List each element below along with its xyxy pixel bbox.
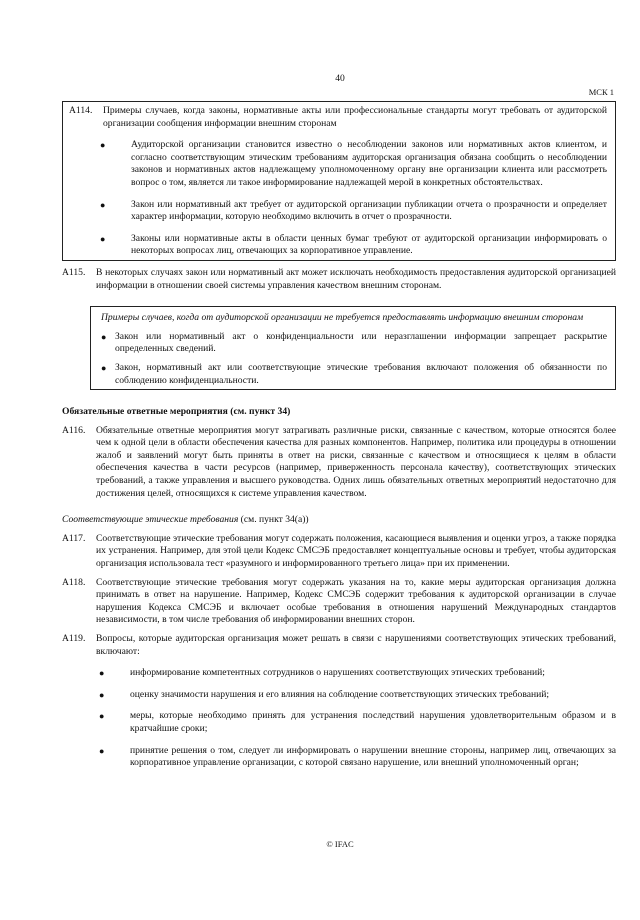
bullet-icon: ●	[99, 745, 105, 756]
paragraph-text: Соответствующие этические требования могут содержать указания на то, какие меры аудиторская организация должна принимать в ответ на нарушение. Например, Кодекс СМСЭБ содержит требования к аудиторской организации в случае нарушения Кодекса СМСЭБ и включает особые требования в отношения нарушений Международных стандартов независимости, в том числе требования об информировании внешних сторон.	[96, 576, 616, 626]
bullet-icon: ●	[99, 689, 105, 700]
example-box	[90, 306, 616, 390]
list-item: ● информирование компетентных сотрудников о нарушениях соответствующих этических требований;	[96, 667, 616, 680]
a114-bullet-list	[63, 139, 607, 258]
paragraph-a119	[62, 633, 616, 658]
a114-box	[62, 101, 616, 261]
paragraph-a114	[63, 105, 607, 130]
paragraph-label: A118.	[62, 576, 86, 588]
list-item: ● Аудиторской организации становится известно о несоблюдении законов или нормативных актов клиентом, и согласно соответствующим этическим требованиям аудиторская организация обязана сообщить о несоблюдении законов и нормативных актов надлежащему уполномоченному органу вне организации клиента или рассмотреть вопрос о том, является ли такое информирование надлежащей мерой в конкретных обстоятельствах.	[97, 139, 607, 189]
bullet-icon: ●	[101, 331, 107, 342]
page-number: 40	[335, 73, 345, 84]
paragraph-label: A116.	[62, 424, 86, 436]
paragraph-a117	[62, 533, 616, 571]
bullet-icon: ●	[100, 140, 106, 151]
subheading-italic: Соответствующие этические требования	[62, 514, 239, 526]
paragraph-a116	[62, 425, 616, 501]
page-content	[62, 101, 616, 770]
document-code: МСК 1	[588, 87, 614, 97]
list-item: ● Закон или нормативный акт о конфиденциальности или неразглашении информации запрещает раскрытие определенных сведений.	[101, 330, 607, 355]
example-box-title: Примеры случаев, когда от аудиторской организации не требуется предоставлять информацию внешним сторонам	[101, 312, 584, 324]
paragraph-label: A115.	[62, 266, 86, 278]
section-heading: Обязательные ответные мероприятия (см. пункт 34)	[62, 406, 291, 418]
list-item: ● Закон или нормативный акт требует от аудиторской организации публикации отчета о прозрачности и определяет характер информации, которую необходимо включить в отчет о прозрачности.	[97, 199, 607, 224]
paragraph-text: Примеры случаев, когда законы, нормативные акты или профессиональные стандарты могут требовать от аудиторской организации сообщения информации внешним сторонам	[103, 105, 607, 129]
paragraph-text: Вопросы, которые аудиторская организация может решать в связи с нарушениями соответствующих этических требований, включают:	[96, 633, 616, 657]
paragraph-a115	[62, 267, 616, 292]
paragraph-label: A117.	[62, 532, 86, 544]
a119-bullet-list	[62, 667, 616, 770]
paragraph-text: Соответствующие этические требования могут содержать положения, касающиеся выявления и оценки угроз, а также порядка их устранения. Например, для этой цели Кодекс СМСЭБ предоставляет концептуальные основы и требует, чтобы аудиторская организация использовала тест «разумного и информированного третьего лица» при их применении.	[96, 532, 616, 570]
list-item: ● Закон, нормативный акт или соответствующие этические требования включают положения об обязанности по соблюдению конфиденциальности.	[101, 361, 607, 386]
list-item: ● принятие решения о том, следует ли информировать о нарушении внешние стороны, например лиц, отвечающих за корпоративное управление организации, с которой связано нарушение, или внешний уполномоченный орган;	[96, 745, 616, 770]
subheading-reference: (см. пункт 34(a))	[238, 514, 309, 526]
paragraph-a118	[62, 577, 616, 627]
bullet-icon: ●	[99, 711, 105, 722]
paragraph-text: Обязательные ответные мероприятия могут затрагивать различные риски, связанные с качеством, которые относятся более чем к одной цели в области обеспечения качества для разных компонентов. Например, политика или процедуры в отношении жалоб и заявлений могут быть приняты в ответ на риски, связанные с качеством и относящиеся к целям в области обеспечения качества в части ресурсов (например, приверженность персонала качеству), соответствующих этических требований, а также управления и высшего руководства. Одних лишь обязательных ответных мероприятий недостаточно для достижения целей, относящихся к системе управления качеством.	[96, 424, 616, 499]
paragraph-label: A119.	[62, 633, 86, 644]
list-item: ● оценку значимости нарушения и его влияния на соблюдение соответствующих этических требований;	[96, 689, 616, 702]
bullet-icon: ●	[101, 362, 107, 373]
subsection-heading	[62, 514, 616, 527]
bullet-icon: ●	[100, 199, 106, 210]
bullet-icon: ●	[100, 233, 106, 244]
paragraph-label: A114.	[69, 105, 93, 116]
paragraph-text: В некоторых случаях закон или нормативный акт может исключать необходимость предоставления аудиторской организацией информации в отношении своей системы управления качеством внешним сторонам.	[96, 266, 616, 291]
example-bullet-list	[101, 331, 607, 387]
page-footer: © IFAC	[326, 839, 354, 849]
list-item: ● меры, которые необходимо принять для устранения последствий нарушения удовлетворительным образом и в кратчайшие сроки;	[96, 710, 616, 735]
list-item: ● Законы или нормативные акты в области ценных бумаг требуют от аудиторской организации информировать о некоторых вопросах лиц, отвечающих за корпоративное управление.	[97, 233, 607, 258]
bullet-icon: ●	[99, 668, 105, 679]
